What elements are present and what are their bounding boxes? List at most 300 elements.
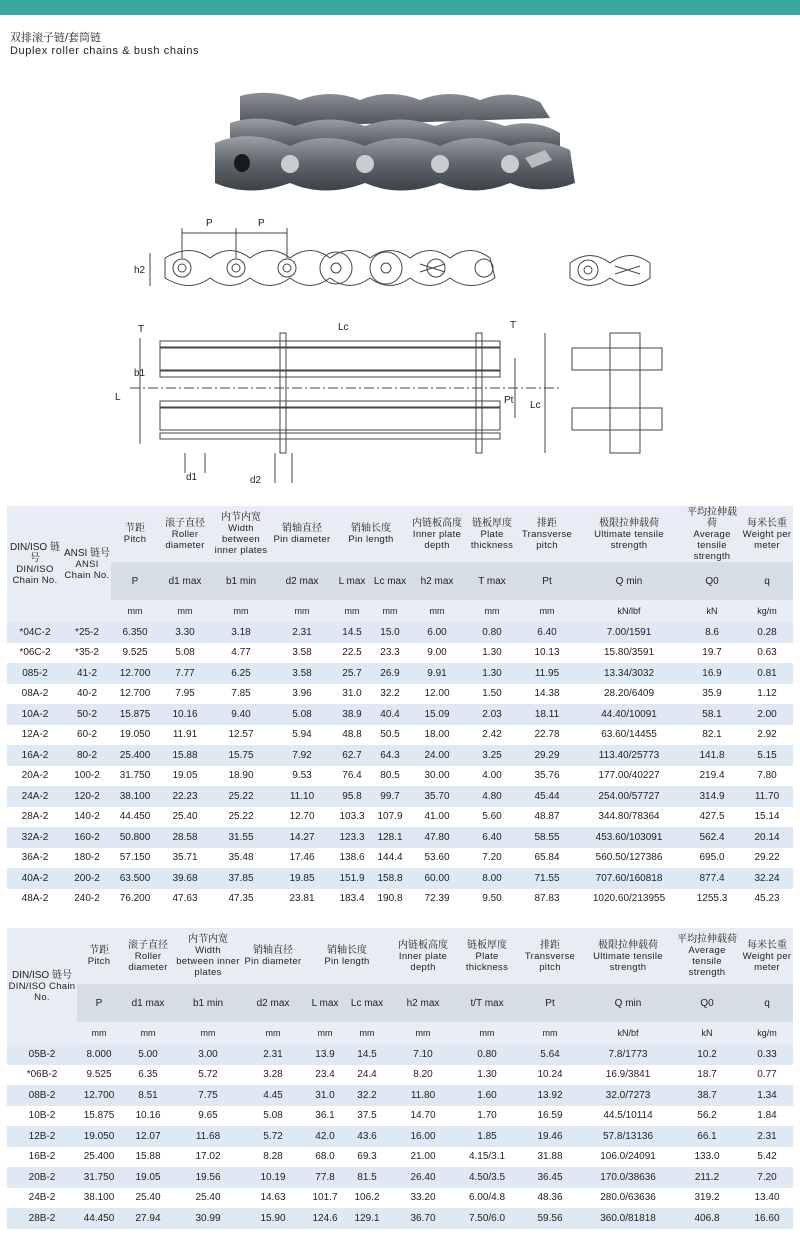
column-unit: kg/m — [741, 600, 793, 622]
column-unit: kN — [673, 1022, 741, 1044]
chain-technical-drawing — [110, 208, 690, 498]
column-symbol: Lc max — [371, 562, 409, 600]
table-cell: 1.30 — [465, 663, 519, 684]
table-cell: 123.3 — [333, 827, 371, 848]
table-cell: 2.42 — [465, 725, 519, 746]
header-ansi-chain-no-en: ANSI Chain No. — [64, 558, 110, 581]
column-unit: mm — [241, 1022, 305, 1044]
table-cell: 18.7 — [673, 1065, 741, 1086]
table-row — [7, 643, 793, 664]
dim-t2: T — [510, 320, 517, 331]
table-cell: 5.60 — [465, 807, 519, 828]
header-ansi-chain-no-cn: ANSI 链号 — [63, 547, 111, 559]
table-cell: 38.7 — [673, 1085, 741, 1106]
table-cell: 5.64 — [517, 1044, 583, 1065]
table-cell: 8.00 — [465, 868, 519, 889]
table-cell: 8.000 — [77, 1044, 121, 1065]
column-header-en: Ultimate tensile strength — [593, 950, 663, 973]
table-cell: 30.00 — [409, 766, 465, 787]
column-unit: kg/m — [741, 1022, 793, 1044]
table-cell: 2.92 — [741, 725, 793, 746]
table-row — [7, 725, 793, 746]
table-cell: 24B-2 — [7, 1188, 77, 1209]
table-cell: 56.2 — [673, 1106, 741, 1127]
table-cell: 12.700 — [77, 1085, 121, 1106]
table-cell: 13.9 — [305, 1044, 345, 1065]
table-row — [7, 1188, 793, 1209]
title-en: Duplex roller chains & bush chains — [10, 45, 200, 57]
column-unit: mm — [371, 600, 409, 622]
table-cell: 35.76 — [519, 766, 575, 787]
column-header — [305, 928, 389, 984]
column-header-en: Average tensile strength — [693, 528, 731, 562]
table-cell: 63.500 — [111, 868, 159, 889]
table-cell: 7.50/6.0 — [457, 1208, 517, 1229]
column-header — [121, 928, 175, 984]
page-title — [10, 32, 199, 58]
table-cell: 15.80/3591 — [575, 643, 683, 664]
table-cell: 35.70 — [409, 786, 465, 807]
table-cell: 254.00/57727 — [575, 786, 683, 807]
column-header — [175, 928, 241, 984]
table-cell: 5.15 — [741, 745, 793, 766]
table-cell: 12.700 — [111, 663, 159, 684]
table-cell: 7.10 — [389, 1044, 457, 1065]
table-cell: 36A-2 — [7, 848, 63, 869]
table-cell: 31.55 — [211, 827, 271, 848]
table-cell: 9.91 — [409, 663, 465, 684]
column-symbol: Lc max — [345, 984, 389, 1022]
table-cell: 08A-2 — [7, 684, 63, 705]
table-cell: 76.4 — [333, 766, 371, 787]
table-cell: 9.53 — [271, 766, 333, 787]
table-cell: 0.63 — [741, 643, 793, 664]
column-header-cn: 排距 — [537, 517, 558, 529]
table-cell: 5.00 — [121, 1044, 175, 1065]
table-cell: 18.90 — [211, 766, 271, 787]
column-header-cn: 链板厚度 — [467, 939, 508, 951]
table-cell: 219.4 — [683, 766, 741, 787]
table-cell: 19.85 — [271, 868, 333, 889]
column-header-cn: 极限拉伸载荷 — [599, 517, 660, 529]
column-unit: mm — [305, 1022, 345, 1044]
table-cell: 28.20/6409 — [575, 684, 683, 705]
table-cell: 21.00 — [389, 1147, 457, 1168]
column-header — [673, 928, 741, 984]
table-cell: 6.00 — [409, 622, 465, 643]
table-cell: 1255.3 — [683, 889, 741, 910]
table-cell: 8.6 — [683, 622, 741, 643]
table-cell: 08B-2 — [7, 1085, 77, 1106]
table-cell: 69.3 — [345, 1147, 389, 1168]
table-cell: 14.27 — [271, 827, 333, 848]
column-header-cn: 销轴长度 — [351, 523, 391, 534]
column-header — [583, 928, 673, 984]
table-cell: 11.68 — [175, 1126, 241, 1147]
table-row — [7, 1106, 793, 1127]
table-cell: 6.35 — [121, 1065, 175, 1086]
table-cell: 50.800 — [111, 827, 159, 848]
table-cell: 3.25 — [465, 745, 519, 766]
column-unit: mm — [175, 1022, 241, 1044]
column-header — [683, 506, 741, 562]
table-cell: 15.90 — [241, 1208, 305, 1229]
table-cell: 32.2 — [345, 1085, 389, 1106]
column-header — [77, 928, 121, 984]
table-cell: 144.4 — [371, 848, 409, 869]
table-cell: 2.00 — [741, 704, 793, 725]
table-cell: 35.9 — [683, 684, 741, 705]
table-cell: 15.88 — [121, 1147, 175, 1168]
table-cell: 32A-2 — [7, 827, 63, 848]
table-cell: 23.81 — [271, 889, 333, 910]
column-header — [333, 506, 409, 562]
table-cell: 31.750 — [111, 766, 159, 787]
table-row — [7, 827, 793, 848]
table-cell: 8.51 — [121, 1085, 175, 1106]
column-header-cn: 排距 — [540, 939, 561, 951]
table-cell: 26.9 — [371, 663, 409, 684]
spec-table-a-series — [7, 506, 793, 909]
table-cell: 0.80 — [465, 622, 519, 643]
column-symbol: Pt — [519, 562, 575, 600]
table-cell: 6.350 — [111, 622, 159, 643]
table-row — [7, 766, 793, 787]
table-cell: 12A-2 — [7, 725, 63, 746]
column-unit: mm — [345, 1022, 389, 1044]
table-cell: 81.5 — [345, 1167, 389, 1188]
table-cell: 9.65 — [175, 1106, 241, 1127]
table-cell: 19.7 — [683, 643, 741, 664]
column-header-en: Width between inner plates — [214, 523, 268, 556]
column-header-cn: 每米长重 — [747, 517, 788, 529]
table-cell: 50.5 — [371, 725, 409, 746]
table-cell: 23.3 — [371, 643, 409, 664]
table-cell: 3.30 — [159, 622, 211, 643]
column-header — [159, 506, 211, 562]
column-symbol: P — [111, 562, 159, 600]
table-cell: 0.33 — [741, 1044, 793, 1065]
column-header-en: Width between inner plates — [176, 945, 240, 978]
table-cell: 64.3 — [371, 745, 409, 766]
table-cell: 44.40/10091 — [575, 704, 683, 725]
title-cn: 双排滚子链/套筒链 — [10, 32, 102, 44]
table-cell: 12.70 — [271, 807, 333, 828]
table-cell: 10.13 — [519, 643, 575, 664]
column-header-cn: 销轴长度 — [327, 945, 367, 956]
table-cell: 0.80 — [457, 1044, 517, 1065]
table-cell: 47.63 — [159, 889, 211, 910]
column-header — [465, 506, 519, 562]
table-cell: 05B-2 — [7, 1044, 77, 1065]
table-cell: 6.40 — [519, 622, 575, 643]
table-cell: 7.77 — [159, 663, 211, 684]
table-cell: 10A-2 — [7, 704, 63, 725]
dim-p1: P — [206, 218, 213, 229]
column-unit: kN/bf — [583, 1022, 673, 1044]
table-cell: 29.22 — [741, 848, 793, 869]
table-cell: 5.08 — [271, 704, 333, 725]
table-cell: 3.58 — [271, 663, 333, 684]
column-symbol: Q min — [575, 562, 683, 600]
table-cell: 107.9 — [371, 807, 409, 828]
table-cell: 360.0/81818 — [583, 1208, 673, 1229]
table-cell: 16.00 — [389, 1126, 457, 1147]
table-cell: 42.0 — [305, 1126, 345, 1147]
column-symbol: d1 max — [121, 984, 175, 1022]
table-cell: 36.70 — [389, 1208, 457, 1229]
table-cell: 4.80 — [465, 786, 519, 807]
column-unit: mm — [211, 600, 271, 622]
column-symbol: q — [741, 984, 793, 1022]
table-cell: 25.400 — [111, 745, 159, 766]
table-cell: 406.8 — [673, 1208, 741, 1229]
header-din-iso-chain-no-en: DIN/ISO Chain No. — [12, 564, 58, 586]
table-cell: 15.875 — [77, 1106, 121, 1127]
table-cell: 19.05 — [159, 766, 211, 787]
column-header — [241, 928, 305, 984]
column-header — [741, 506, 793, 562]
table-row — [7, 745, 793, 766]
table-cell: 20.14 — [741, 827, 793, 848]
column-unit: mm — [77, 1022, 121, 1044]
table-cell: 50-2 — [63, 704, 111, 725]
table-cell: 2.03 — [465, 704, 519, 725]
table-cell: 33.20 — [389, 1188, 457, 1209]
table-cell: 9.40 — [211, 704, 271, 725]
table-cell: 1.84 — [741, 1106, 793, 1127]
table-cell: 106.2 — [345, 1188, 389, 1209]
column-unit: mm — [121, 1022, 175, 1044]
table-cell: 10.16 — [121, 1106, 175, 1127]
table-cell: 1.12 — [741, 684, 793, 705]
table-cell: 6.00/4.8 — [457, 1188, 517, 1209]
table-cell: 60.00 — [409, 868, 465, 889]
column-unit: mm — [409, 600, 465, 622]
column-header — [575, 506, 683, 562]
table-row — [7, 889, 793, 910]
table-cell: 44.5/10114 — [583, 1106, 673, 1127]
column-header-en: Inner plate depth — [398, 950, 448, 973]
column-symbol: P — [77, 984, 121, 1022]
table-row — [7, 1208, 793, 1229]
table-cell: 17.02 — [175, 1147, 241, 1168]
column-unit: mm — [457, 1022, 517, 1044]
column-unit: kN/lbf — [575, 600, 683, 622]
dim-l: L — [115, 392, 121, 403]
table-cell: 35.48 — [211, 848, 271, 869]
spec-table-b-series — [7, 928, 793, 1229]
table-cell: 20A-2 — [7, 766, 63, 787]
column-header-cn: 节距 — [125, 523, 145, 534]
table-cell: 7.85 — [211, 684, 271, 705]
dim-b1: b1 — [134, 368, 146, 379]
table-cell: 7.80 — [741, 766, 793, 787]
table-cell: 16.59 — [517, 1106, 583, 1127]
table-cell: 30.99 — [175, 1208, 241, 1229]
table-cell: 31.750 — [77, 1167, 121, 1188]
column-header-cn: 平均拉伸载荷 — [687, 506, 738, 529]
table-cell: 10.16 — [159, 704, 211, 725]
table-cell: 695.0 — [683, 848, 741, 869]
table-cell: 13.34/3032 — [575, 663, 683, 684]
table-row — [7, 704, 793, 725]
table-cell: 6.40 — [465, 827, 519, 848]
table-cell: 1.50 — [465, 684, 519, 705]
column-symbol: b1 min — [175, 984, 241, 1022]
table-cell: 4.50/3.5 — [457, 1167, 517, 1188]
column-unit: mm — [519, 600, 575, 622]
table-cell: 314.9 — [683, 786, 741, 807]
table-cell: 4.00 — [465, 766, 519, 787]
table-cell: 44.450 — [77, 1208, 121, 1229]
table-cell: 16B-2 — [7, 1147, 77, 1168]
table-cell: 106.0/24091 — [583, 1147, 673, 1168]
column-symbol: L max — [333, 562, 371, 600]
table-cell: 37.85 — [211, 868, 271, 889]
table-cell: 22.5 — [333, 643, 371, 664]
table-cell: 25.22 — [211, 786, 271, 807]
header-ansi-chain-no — [63, 506, 111, 622]
column-header-en: Roller diameter — [128, 950, 168, 973]
table-cell: 562.4 — [683, 827, 741, 848]
table-cell: 129.1 — [345, 1208, 389, 1229]
table-cell: 11.10 — [271, 786, 333, 807]
table-cell: 10.2 — [673, 1044, 741, 1065]
table-cell: 12B-2 — [7, 1126, 77, 1147]
table-cell: 14.5 — [345, 1044, 389, 1065]
table-row — [7, 848, 793, 869]
table-cell: 39.68 — [159, 868, 211, 889]
table-row — [7, 1044, 793, 1065]
table-row — [7, 807, 793, 828]
table-cell: 4.15/3.1 — [457, 1147, 517, 1168]
table-cell: 2.31 — [741, 1126, 793, 1147]
table-cell: 36.45 — [517, 1167, 583, 1188]
table-cell: 101.7 — [305, 1188, 345, 1209]
table-cell: 58.55 — [519, 827, 575, 848]
table-cell: 25.40 — [175, 1188, 241, 1209]
table-cell: 1.34 — [741, 1085, 793, 1106]
table-cell: 1.30 — [457, 1065, 517, 1086]
table-cell: 085-2 — [7, 663, 63, 684]
table-cell: 26.40 — [389, 1167, 457, 1188]
table-cell: 707.60/160818 — [575, 868, 683, 889]
table-cell: 0.81 — [741, 663, 793, 684]
table-row — [7, 1147, 793, 1168]
table-cell: 29.29 — [519, 745, 575, 766]
table-cell: 158.8 — [371, 868, 409, 889]
table-cell: 15.88 — [159, 745, 211, 766]
table-cell: 11.70 — [741, 786, 793, 807]
table-cell: 15.875 — [111, 704, 159, 725]
table-cell: 3.28 — [241, 1065, 305, 1086]
table-cell: 1.85 — [457, 1126, 517, 1147]
table-cell: 47.80 — [409, 827, 465, 848]
table-cell: 48A-2 — [7, 889, 63, 910]
table-cell: 48.8 — [333, 725, 371, 746]
table-cell: 47.35 — [211, 889, 271, 910]
table-cell: 5.08 — [159, 643, 211, 664]
table-cell: 113.40/25773 — [575, 745, 683, 766]
table-cell: 16.60 — [741, 1208, 793, 1229]
column-symbol: Pt — [517, 984, 583, 1022]
table-cell: 17.46 — [271, 848, 333, 869]
table-row — [7, 1167, 793, 1188]
table-cell: 31.0 — [305, 1085, 345, 1106]
table-cell: 12.00 — [409, 684, 465, 705]
table-cell: 27.94 — [121, 1208, 175, 1229]
table-cell: 19.050 — [111, 725, 159, 746]
column-header — [517, 928, 583, 984]
table-cell: 344.80/78364 — [575, 807, 683, 828]
chain-photo — [200, 88, 600, 198]
table-cell: 18.00 — [409, 725, 465, 746]
table-cell: 14.63 — [241, 1188, 305, 1209]
table-cell: 1020.60/213955 — [575, 889, 683, 910]
table-cell: 57.150 — [111, 848, 159, 869]
table-cell: 76.200 — [111, 889, 159, 910]
table-cell: 5.42 — [741, 1147, 793, 1168]
table-cell: 71.55 — [519, 868, 575, 889]
table-cell: 37.5 — [345, 1106, 389, 1127]
table-cell: 66.1 — [673, 1126, 741, 1147]
column-unit: mm — [517, 1022, 583, 1044]
table-cell: 10.19 — [241, 1167, 305, 1188]
table-cell: 9.50 — [465, 889, 519, 910]
table-cell: 38.100 — [77, 1188, 121, 1209]
table-cell: 2.31 — [271, 622, 333, 643]
table-cell: 45.23 — [741, 889, 793, 910]
table-cell: 3.58 — [271, 643, 333, 664]
column-header — [741, 928, 793, 984]
table-cell: 1.60 — [457, 1085, 517, 1106]
table-cell: 58.1 — [683, 704, 741, 725]
table-cell: 25.22 — [211, 807, 271, 828]
column-header-cn: 内节内宽 — [188, 934, 228, 945]
table-cell: 16.9 — [683, 663, 741, 684]
table-cell: 280.0/63636 — [583, 1188, 673, 1209]
column-header-en: Pitch — [87, 956, 111, 967]
table-cell: 5.72 — [175, 1065, 241, 1086]
table-cell: 63.60/14455 — [575, 725, 683, 746]
header-din-iso-chain-no-cn: DIN/ISO 链号 — [11, 969, 72, 981]
header-din-iso-chain-no-en: DIN/ISO Chain No. — [8, 980, 76, 1003]
table-cell: 124.6 — [305, 1208, 345, 1229]
table-cell: 95.8 — [333, 786, 371, 807]
table-cell: 43.6 — [345, 1126, 389, 1147]
column-header-cn: 内链板高度 — [398, 939, 449, 951]
header-din-iso-chain-no — [7, 506, 63, 622]
table-cell: 28A-2 — [7, 807, 63, 828]
table-cell: 48.36 — [517, 1188, 583, 1209]
column-header-cn: 销轴直径 — [282, 523, 322, 534]
column-header-en: Pin diameter — [244, 956, 302, 967]
dim-d1: d1 — [186, 472, 198, 483]
column-header-en: Weight per meter — [742, 528, 792, 551]
table-cell: 1.70 — [457, 1106, 517, 1127]
column-header-cn: 节距 — [89, 945, 109, 956]
table-cell: 8.20 — [389, 1065, 457, 1086]
table-cell: 3.96 — [271, 684, 333, 705]
table-cell: 170.0/38636 — [583, 1167, 673, 1188]
column-header-cn: 滚子直径 — [128, 939, 168, 951]
table-cell: 87.83 — [519, 889, 575, 910]
table-cell: 19.05 — [121, 1167, 175, 1188]
table-cell: 5.08 — [241, 1106, 305, 1127]
table-cell: 40A-2 — [7, 868, 63, 889]
column-unit: mm — [111, 600, 159, 622]
